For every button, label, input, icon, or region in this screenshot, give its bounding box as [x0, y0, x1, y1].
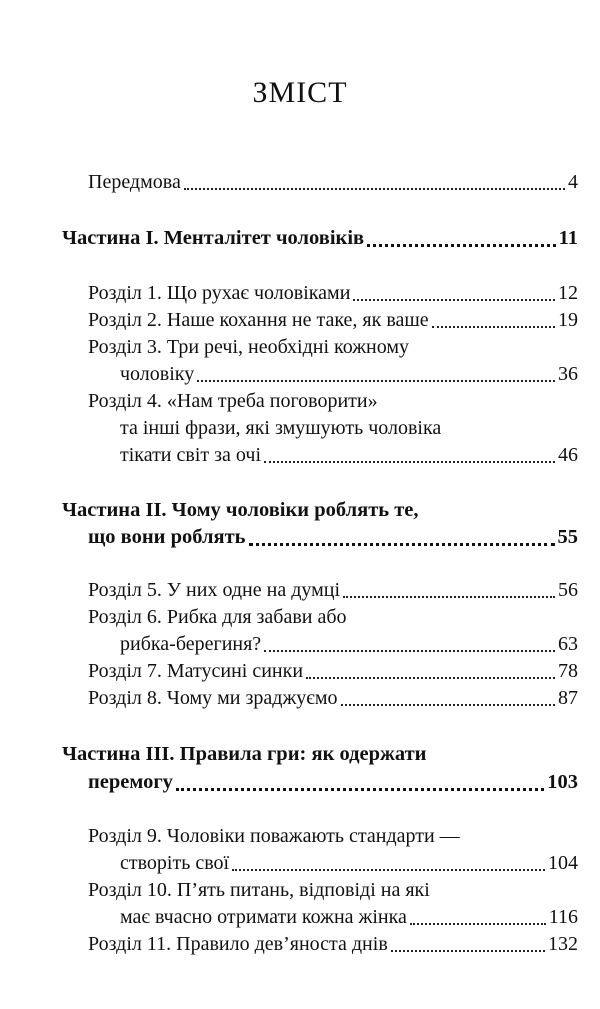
part-title: Частина II. Чому чоловіки роблять те, — [62, 499, 419, 521]
part-title: Частина І. Менталітет чоловіків — [62, 227, 365, 249]
part-title: Частина III. Правила гри: як одержати — [62, 743, 427, 765]
toc-entry-chapter-3-line-2[interactable] — [120, 364, 578, 384]
toc-entry-chapter-3-line-1[interactable] — [88, 337, 578, 357]
entry-title-continued: створіть свої — [120, 852, 230, 874]
dot-leader — [353, 299, 555, 301]
entry-title: Розділ 4. «Нам треба поговорити» — [88, 390, 378, 412]
page-number: 103 — [547, 771, 578, 793]
entry-title: Розділ 8. Чому ми зраджуємо — [88, 687, 338, 709]
page-number: 12 — [558, 282, 578, 304]
dot-leader — [367, 244, 556, 247]
entry-title-continued: чоловіку — [120, 363, 195, 385]
part-title-continued: перемогу — [88, 771, 173, 793]
page-number: 36 — [558, 363, 578, 385]
dot-leader — [341, 704, 555, 706]
dot-leader — [176, 788, 544, 791]
toc-entry-chapter-4-line-1[interactable] — [88, 391, 578, 411]
toc-entry-chapter-10-line-1[interactable] — [88, 880, 578, 900]
toc-entry-chapter-1[interactable] — [88, 283, 578, 303]
dot-leader — [306, 677, 555, 679]
page-number: 104 — [548, 852, 578, 874]
page-number: 11 — [558, 227, 578, 249]
entry-title: Розділ 5. У них одне на думці — [88, 579, 341, 601]
dot-leader — [184, 188, 565, 190]
page-number: 63 — [558, 633, 578, 655]
toc-part-2-line-2[interactable] — [88, 527, 578, 548]
toc-entry-chapter-4-line-2[interactable] — [120, 418, 578, 438]
page-number: 87 — [558, 687, 578, 709]
toc-entry-chapter-9-line-2[interactable] — [120, 853, 578, 873]
page-number: 46 — [558, 444, 578, 466]
page-title: ЗМІСТ — [252, 76, 348, 109]
entry-title: Розділ 7. Матусині синки — [88, 660, 304, 682]
entry-title: Розділ 1. Що рухає чоловіками — [88, 282, 351, 304]
toc-entry-chapter-5[interactable] — [88, 580, 578, 600]
entry-title-continued: рибка-берегиня? — [120, 633, 262, 655]
toc-entry-chapter-6-line-2[interactable] — [120, 634, 578, 654]
page-number: 19 — [558, 309, 578, 331]
entry-title: Розділ 6. Рибка для забави або — [88, 606, 347, 628]
page-number: 132 — [548, 933, 578, 955]
dot-leader — [232, 869, 545, 871]
toc-part-3-line-2[interactable] — [88, 772, 578, 793]
dot-leader — [432, 326, 555, 328]
toc-part-3-line-1[interactable] — [62, 744, 578, 765]
dot-leader — [249, 543, 555, 546]
toc-entry-chapter-4-line-3[interactable] — [120, 445, 578, 465]
entry-title: Розділ 3. Три речі, необхідні кожному — [88, 336, 410, 358]
toc-entry-chapter-7[interactable] — [88, 661, 578, 681]
toc-entry-chapter-9-line-1[interactable] — [88, 826, 578, 846]
toc-entry-chapter-11[interactable] — [88, 934, 578, 954]
entry-title-continued: має вчасно отримати кожна жінка — [120, 906, 407, 928]
toc-entry-chapter-8[interactable] — [88, 688, 578, 708]
toc-entry-foreword[interactable] — [88, 172, 578, 192]
page-number: 4 — [568, 171, 578, 193]
dot-leader — [197, 380, 555, 382]
page-number: 55 — [557, 526, 578, 548]
entry-title: Розділ 11. Правило дев’яноста днів — [88, 933, 388, 955]
page-number: 116 — [548, 906, 578, 928]
dot-leader — [343, 596, 555, 598]
entry-title-continued: та інші фрази, які змушують чоловіка — [120, 417, 442, 439]
entry-title: Розділ 9. Чоловіки поважають стандарти — — [88, 825, 460, 847]
dot-leader — [264, 650, 555, 652]
page-number: 56 — [558, 579, 578, 601]
dot-leader — [410, 923, 546, 925]
dot-leader — [391, 950, 545, 952]
toc-entry-chapter-10-line-2[interactable] — [120, 907, 578, 927]
entry-title-continued: тікати світ за очі — [120, 444, 262, 466]
part-title-continued: що вони роблять — [88, 526, 246, 548]
toc-part-2-line-1[interactable] — [62, 500, 578, 521]
page-number: 78 — [558, 660, 578, 682]
entry-title: Розділ 10. П’ять питань, відповіді на які — [88, 879, 430, 901]
dot-leader — [264, 461, 555, 463]
toc-entry-chapter-2[interactable] — [88, 310, 578, 330]
toc-part-1[interactable] — [62, 228, 578, 249]
entry-title: Розділ 2. Наше кохання не таке, як ваше — [88, 309, 429, 331]
toc-entry-chapter-6-line-1[interactable] — [88, 607, 578, 627]
entry-title: Передмова — [88, 171, 181, 193]
